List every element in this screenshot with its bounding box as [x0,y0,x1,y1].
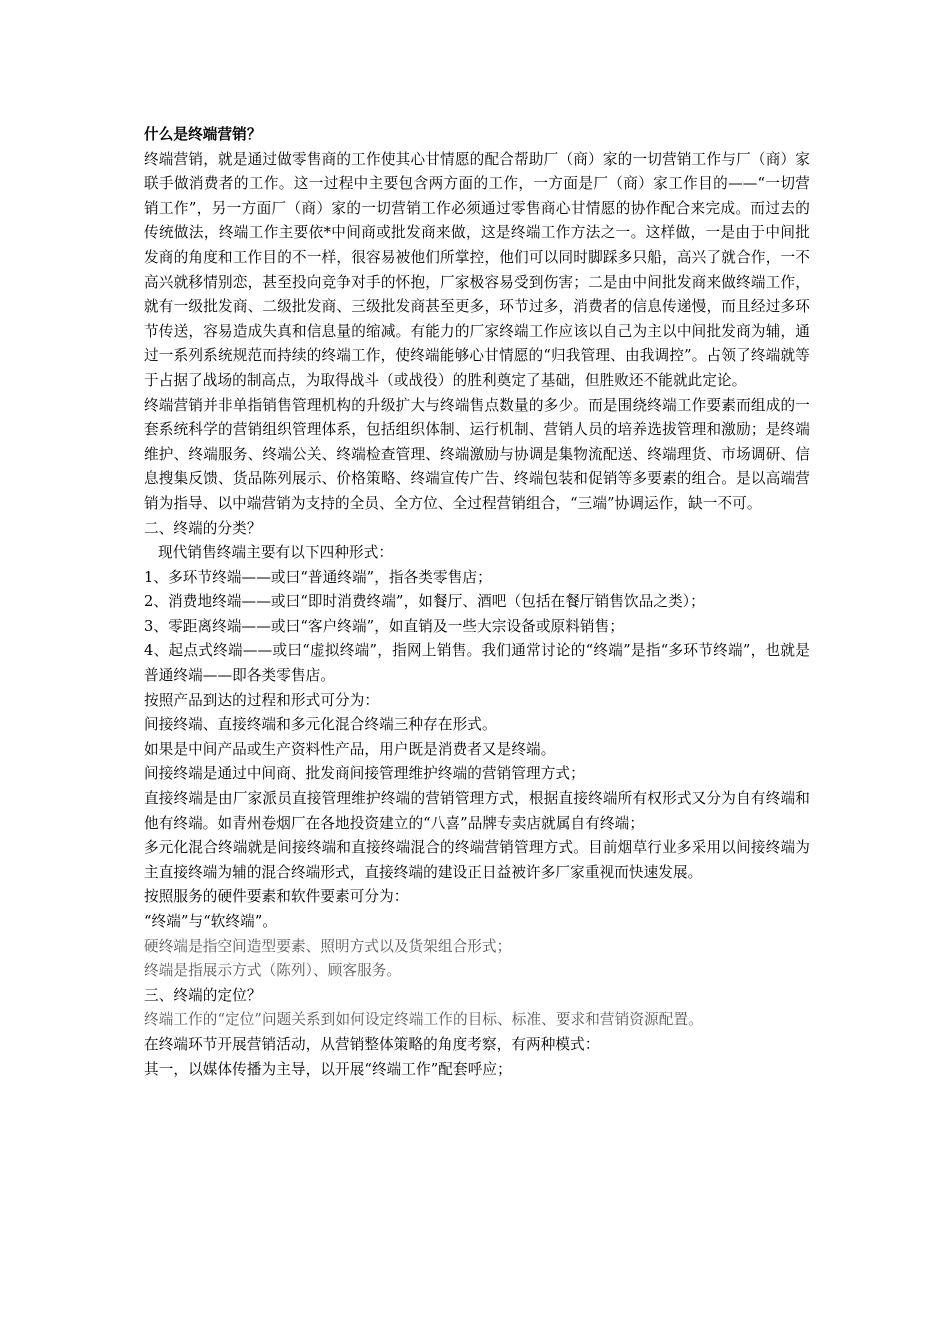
paragraph: 直接终端是由厂家派员直接管理维护终端的营销管理方式，根据直接终端所有权形式又分为自有终端和他有终端。如青州卷烟厂在各地投资建立的“八喜”品牌专卖店就属自有终端； [144,790,810,832]
list-item: 1、多环节终端——或曰“普通终端”，指各类零售店； [144,568,492,586]
section-heading: 三、终端的定位？ [144,986,262,1004]
paragraph: 在终端环节开展营销活动，从营销整体策略的角度考察，有两种模式： [144,1035,600,1053]
list-item: 3、零距离终端——或曰“客户终端”，如直销及一些大宗设备或原料销售； [144,617,625,635]
document-title: 什么是终端营销？ [144,126,262,143]
paragraph: 现代销售终端主要有以下四种形式： [158,544,394,562]
list-item: 2、消费地终端——或曰“即时消费终端”，如餐厅、酒吧（包括在餐厅销售饮品之类）； [144,593,705,611]
document-page [144,123,810,1082]
paragraph: 间接终端、直接终端和多元化混合终端三种存在形式。 [144,716,497,734]
list-item: 4、起点式终端——或曰“虚拟终端”，指网上销售。我们通常讨论的“终端”是指“多环节终端”，也就是普通终端——即各类零售店。 [144,642,810,685]
section-heading: 二、终端的分类？ [144,519,262,537]
paragraph: 终端营销，就是通过做零售商的工作使其心甘情愿的配合帮助厂（商）家的一切营销工作与厂（商）家联手做消费者的工作。这一过程中主要包含两方面的工作，一方面是厂（商）家工作目的——“一切营销工作”，另一方面厂（商）家的一切营销工作必须通过零售商心甘情愿的协作配合来完成。而过去的传统做法，终端工作主要依*中间商或批发商来做，这是终端工作方法之一。这样做，一是由于中间批发商的角度和工作目的不一样，很容易被他们所掌控，他们可以同时脚踩多只船，高兴了就合作，一不高兴就移情别恋，甚至投向竞争对手的怀抱，厂家极容易受到伤害；二是由中间批发商来做终端工作，就有一级批发商、二级批发商、三级批发商甚至更多，环节过多，消费者的信息传递慢，而且经过多环节传送，容易造成失真和信息量的缩减。有能力的厂家终端工作应该以自己为主以中间批发商为辅，通过一系列系统规范而持续的终端工作，使终端能够心甘情愿的“归我管理、由我调控”。占领了终端就等于占据了战场的制高点，为取得战斗（或战役）的胜利奠定了基础，但胜败还不能就此定论。 [144,150,810,389]
paragraph: 硬终端是指空间造型要素、照明方式以及货架组合形式； [144,937,512,955]
paragraph: 按照产品到达的过程和形式可分为： [144,691,380,709]
paragraph: 终端营销并非单指销售管理机构的升级扩大与终端售点数量的多少。而是围绕终端工作要素而组成的一套系统科学的营销组织管理体系，包括组织体制、运行机制、营销人员的培养选拔管理和激励；是终端维护、终端服务、终端公关、终端检查管理、终端激励与协调是集物流配送、终端理货、市场调研、信息搜集反馈、货品陈列展示、价格策略、终端宣传广告、终端包装和促销等多要素的组合。是以高端营销为指导、以中端营销为支持的全员、全方位、全过程营销组合，“三端”协调运作，缺一不可。 [144,396,810,512]
paragraph: 多元化混合终端就是间接终端和直接终端混合的终端营销管理方式。目前烟草行业多采用以间接终端为主直接终端为辅的混合终端形式，直接终端的建设正日益被许多厂家重视而快速发展。 [144,839,810,881]
paragraph: 按照服务的硬件要素和软件要素可分为： [144,888,409,906]
paragraph: 间接终端是通过中间商、批发商间接管理维护终端的营销管理方式； [144,765,585,783]
paragraph: 终端工作的“定位”问题关系到如何设定终端工作的目标、标准、要求和营销资源配置。 [144,1011,703,1029]
paragraph: “终端”与“软终端”。 [144,913,278,930]
paragraph: 终端是指展示方式（陈列）、顾客服务。 [144,962,402,980]
paragraph: 如果是中间产品或生产资料性产品，用户既是消费者又是终端。 [144,740,556,758]
paragraph: 其一，以媒体传播为主导，以开展“终端工作”配套呼应； [144,1060,512,1078]
